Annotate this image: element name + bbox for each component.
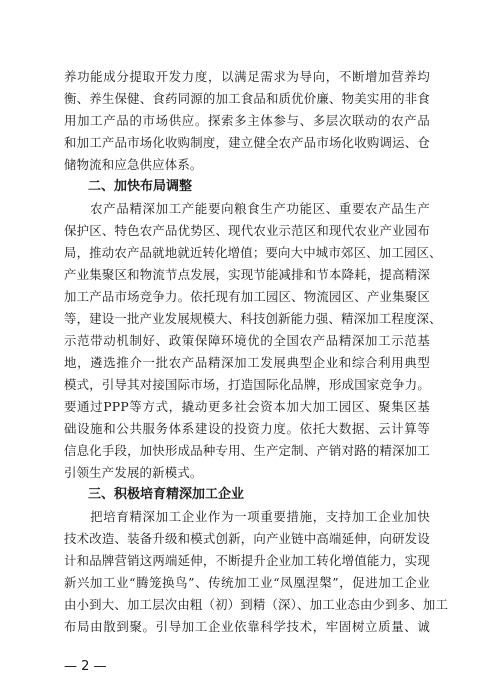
- paragraph-enterprises: [64, 506, 449, 638]
- text-line: 要通过PPP等方式，撬动更多社会资本加大加工园区、聚集区基: [64, 399, 430, 414]
- text-line: 保护区、特色农产品优势区、现代农业示范区和现代农业产业园布: [64, 223, 430, 238]
- text-line: 把培育精深加工企业作为一项重要措施，支持加工企业加快: [64, 509, 430, 524]
- paragraph-layout: [64, 198, 442, 484]
- text-line: 局，推动农产品就地就近转化增值；要向大中城市郊区、加工园区、: [64, 245, 442, 260]
- text-line: 础设施和公共服务体系建设的投资力度。依托大数据、云计算等: [64, 421, 430, 436]
- text-line: 信息化手段，加快形成品种专用、生产定制、产销对路的精深加工: [64, 443, 430, 458]
- paragraph-continuation: [64, 66, 430, 176]
- text-line: 技术改造、装备升级和模式创新，向产业链中高端延伸，向研发设: [64, 531, 430, 546]
- text-line: 养功能成分提取开发力度，以满足需求为导向，不断增加营养均: [64, 69, 430, 84]
- text-line: 衡、养生保健、食药同源的加工食品和质优价廉、物美实用的非食: [64, 91, 430, 106]
- document-body: [64, 66, 449, 638]
- text-line: 产业集聚区和物流节点发展，实现节能减排和节本降耗，提高精深: [64, 267, 430, 282]
- text-line: 新兴加工业“腾笼换鸟”、传统加工业“凤凰涅槃”，促进加工企业: [64, 575, 430, 590]
- section-heading-enterprises: 三、积极培育精深加工企业: [88, 487, 245, 502]
- text-line: 用加工产品的市场供应。探索多主体参与、多层次联动的农产品: [64, 113, 430, 128]
- text-line: 地，遴选推介一批农产品精深加工发展典型企业和综合利用典型: [64, 355, 430, 370]
- text-line: 模式，引导其对接国际市场，打造国际化品牌，形成国家竞争力。: [64, 377, 430, 392]
- page-number: — 2 —: [64, 659, 107, 674]
- text-line: 和加工产品市场化收购制度，建立健全农产品市场化收购调运、仓: [64, 135, 430, 150]
- text-line: 引领生产发展的新模式。: [64, 465, 203, 480]
- text-line: 由小到大、加工层次由粗（初）到精（深）、加工业态由少到多、加工: [64, 597, 449, 612]
- text-line: 储物流和应急供应体系。: [64, 157, 203, 172]
- text-line: 等，建设一批产业发展规模大、科技创新能力强、精深加工程度深、: [64, 311, 442, 326]
- text-line: 示范带动机制好、政策保障环境优的全国农产品精深加工示范基: [64, 333, 430, 348]
- text-line: 布局由散到聚。引导加工企业依靠科学技术，牢固树立质量、诚: [64, 619, 430, 634]
- text-line: 农产品精深加工产能要向粮食生产功能区、重要农产品生产: [64, 201, 430, 216]
- text-line: 加工产品市场竞争力。依托现有加工园区、物流园区、产业集聚区: [64, 289, 430, 304]
- section-heading-layout: 二、加快布局调整: [88, 179, 193, 194]
- text-line: 计和品牌营销这两端延伸，不断提升企业加工转化增值能力，实现: [64, 553, 430, 568]
